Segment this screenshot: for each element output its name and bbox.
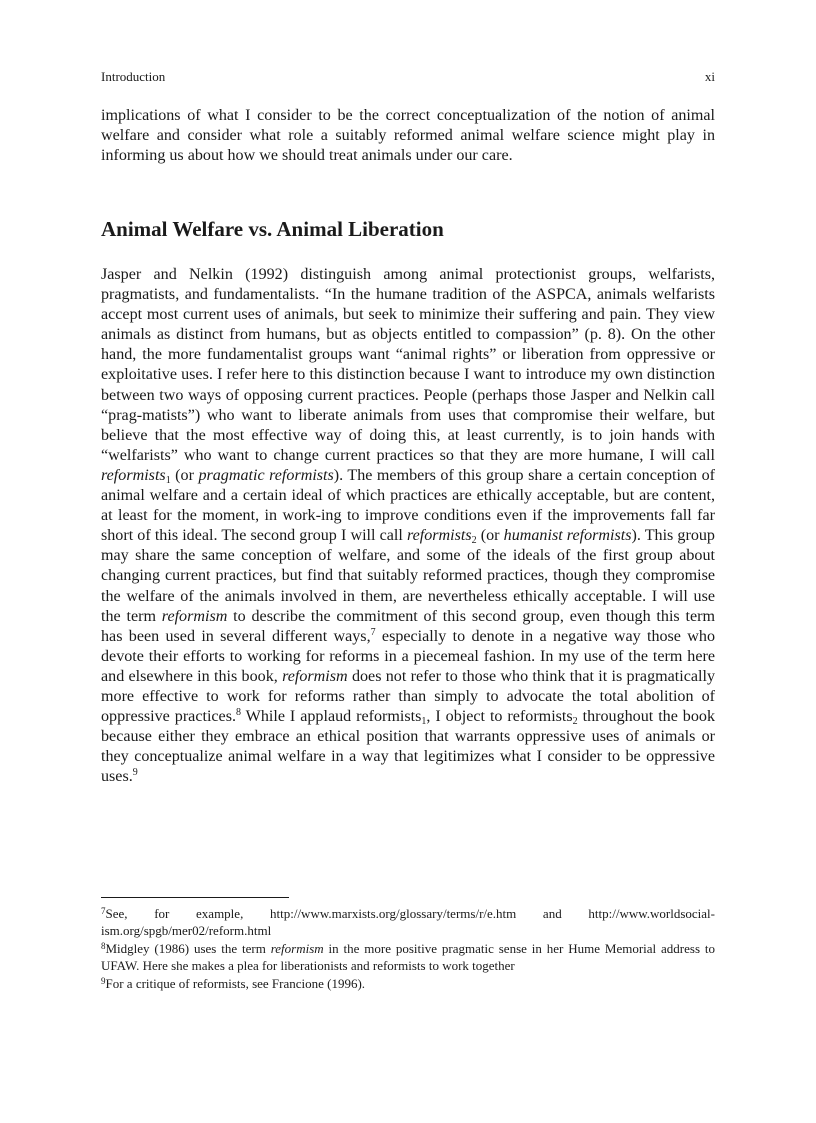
running-head	[101, 68, 715, 86]
main-paragraph	[101, 265, 715, 787]
emphasis-term: reformism	[282, 667, 348, 685]
footnotes	[101, 905, 715, 993]
footnote-text: See, for example, http://www.marxists.org/glossary/terms/r/e.htm and http://www.worldsocial-ism.org/spgb/mer02/reform.html	[101, 906, 715, 938]
footnote-separator	[101, 897, 289, 898]
emphasis-term: pragmatic reformists	[198, 466, 334, 484]
text-run: ). This group may share the same conception of welfare, and some of the ideals of the first group about changing current practices, but find that suitably reformed practices, though they compromise the welfare of the animals involved in them, are nevertheless ethically acceptable. I will use the term	[101, 527, 715, 625]
text-run: (or	[476, 527, 504, 545]
subscript: 2	[471, 535, 477, 547]
text-run: ). The members of this group share a certain conception of animal welfare and a certain ideal of which practices are ethically acceptable, but are content, at least for the moment, in work-ing to improve conditions even if the improvements fall far short of this ideal. The second group I will call	[101, 466, 715, 545]
emphasis-term: reformists	[101, 466, 166, 484]
text-run: While I applaud reformists	[241, 708, 422, 726]
subscript: 1	[165, 474, 171, 486]
emphasis-term: reformists	[406, 527, 472, 545]
footnote-number: 9	[101, 976, 106, 986]
intro-paragraph: implications of what I consider to be the correct conceptualization of the notion of animal welfare and consider what role a suitably reformed animal welfare science might play in informing us about how we should treat animals under our care.	[101, 107, 715, 165]
emphasis-term: reformism	[161, 607, 228, 625]
text-run: does not refer to those who think that it is pragmatically more effective to work for reforms rather than simply to advocate the total abolition of oppressive practices.	[101, 667, 716, 726]
text-run: especially to denote in a negative way those who devote their efforts to working for reforms in a piecemeal fashion. In my use of the term here and elsewhere in this book,	[101, 627, 715, 685]
text-run: Jasper and Nelkin (1992) distinguish among animal protectionist groups, welfarists, pragmatists, and fundamentalists. “In the humane tradition of the ASPCA, animals welfarists accept most current uses of animals, but seek to minimize their suffering and pain. They view animals as distinct from humans, but as objects entitled to compassion” (p. 8). On the other hand, the more fundamentalist groups want “animal rights” or liberation from oppressive or exploitative uses. I refer here to this distinction because I want to introduce my own distinction between two ways of opposing current practices. People (perhaps those Jasper and Nelkin call “prag-matists”) who want to liberate animals from uses that compromise their welfare, but believe that the most effective way of doing this, at least currently, is to join hands with “welfarists” who want to change current practices so that they are more humane, I will call	[101, 266, 715, 464]
text-run: , I object to reformists	[426, 708, 573, 726]
running-head-section-title: Introduction	[101, 69, 166, 84]
subscript: 1	[421, 716, 427, 728]
text-run: to describe the commitment of this second group, even though this term has been used in several different ways,	[101, 607, 715, 645]
footnote-9	[101, 975, 715, 992]
emphasis-term: humanist reformists	[503, 527, 632, 545]
footnote-ref-8[interactable]: 8	[236, 707, 241, 719]
footnote-8	[101, 940, 715, 974]
footnote-number: 8	[101, 941, 106, 951]
footnote-number: 7	[101, 906, 106, 916]
footnote-7	[101, 905, 715, 939]
section-heading: Animal Welfare vs. Animal Liberation	[101, 217, 444, 241]
footnote-text: Midgley (1986) uses the term	[105, 941, 271, 956]
subscript: 2	[572, 716, 578, 728]
footnote-ref-9[interactable]: 9	[132, 767, 138, 779]
footnote-text: in the more positive pragmatic sense in her Hume Memorial address to UFAW. Here she makes a plea for liberationists and reformists to work together	[101, 941, 715, 973]
page-number: xi	[704, 69, 715, 84]
footnote-ref-7[interactable]: 7	[370, 626, 376, 638]
text-run: (or	[170, 466, 199, 484]
emphasis-term: reformism	[270, 941, 324, 956]
footnote-text: For a critique of reformists, see Francione (1996).	[105, 976, 366, 991]
text-run: throughout the book because either they embrace an ethical position that warrants oppressive uses of animals or they conceptualize animal welfare in a way that legitimizes what I consider to be oppressive uses.	[101, 708, 715, 786]
